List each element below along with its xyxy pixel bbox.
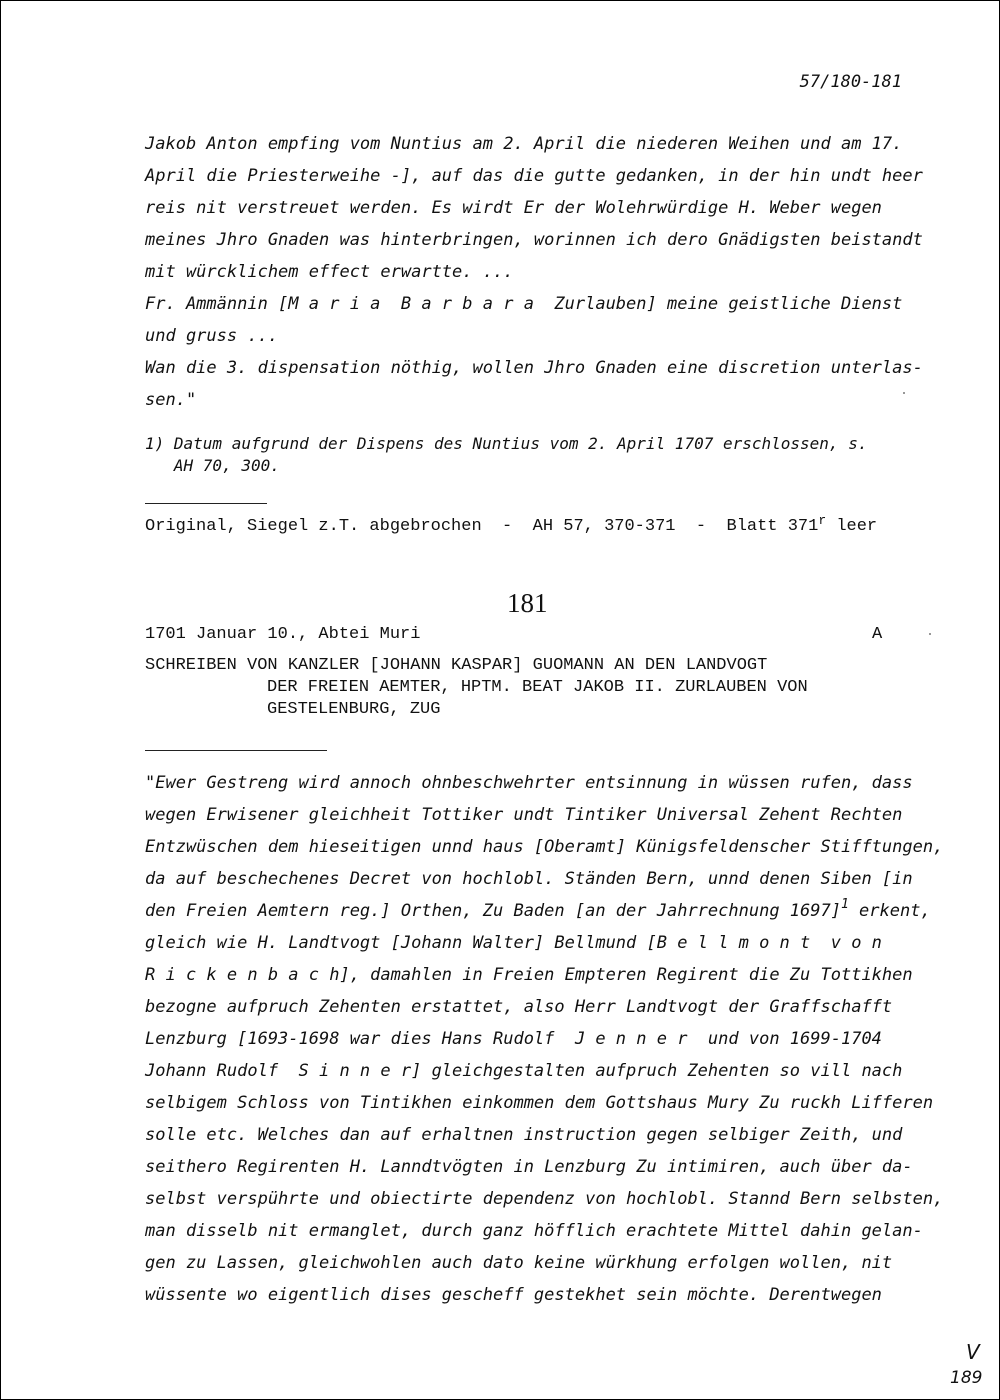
intro-line: Wan die 3. dispensation nöthig, wollen Jhro Gnaden eine discretion unterlas- <box>145 358 923 378</box>
body-line-tail: erkent, <box>848 901 931 921</box>
body-line-text: den Freien Aemtern reg.] Orthen, Zu Baden [an der Jahrrechnung 1697] <box>145 901 841 921</box>
heading-line: GESTELENBURG, ZUG <box>267 700 441 719</box>
intro-line: Fr. Ammännin [M a r i a B a r b a r a Zurlauben] meine geistliche Dienst <box>145 294 903 314</box>
intro-line: reis nit verstreuet werden. Es wirdt Er der Wolehrwürdige H. Weber wegen <box>145 198 882 218</box>
heading-line: SCHREIBEN VON KANZLER [JOHANN KASPAR] GUOMANN AN DEN LANDVOGT <box>145 656 768 675</box>
footnote-line: 1) Datum aufgrund der Dispens des Nuntius vom 2. April 1707 erschlossen, s. <box>145 434 868 453</box>
intro-line: und gruss ... <box>145 326 279 346</box>
separator-rule <box>145 503 267 504</box>
scan-speck <box>929 633 931 635</box>
body-line: solle etc. Welches dan auf erhaltnen instruction gegen selbiger Zeith, und <box>145 1125 903 1145</box>
body-line: gleich wie H. Landtvogt [Johann Walter] Bellmund [B e l l m o n t v o n <box>145 933 882 953</box>
footnote-ref: 1 <box>840 897 849 912</box>
original-note <box>145 513 878 537</box>
body-line: da auf beschechenes Decret von hochlobl. Ständen Bern, unnd denen Siben [in <box>145 869 913 889</box>
intro-line: Jakob Anton empfing vom Nuntius am 2. April die niederen Weihen und am 17. <box>145 134 903 154</box>
date-place: 1701 Januar 10., Abtei Muri <box>145 625 421 644</box>
body-line: selbigem Schloss von Tintikhen einkommen dem Gottshaus Mury Zu ruckh Lifferen <box>145 1093 934 1113</box>
original-note-main: Original, Siegel z.T. abgebrochen - AH 57, 370-371 - Blatt 371 <box>145 517 819 536</box>
handwritten-check-mark: V <box>966 1340 980 1364</box>
body-line: wüssente wo eigentlich dises gescheff gestekhet sein möchte. Derentwegen <box>145 1285 882 1305</box>
intro-line: April die Priesterweihe -], auf das die gutte gedanken, in der hin undt heer <box>145 166 923 186</box>
separator-rule <box>145 750 327 751</box>
body-line: bezogne aufpruch Zehenten erstattet, also Herr Landtvogt der Graffschafft <box>145 997 893 1017</box>
body-line: Lenzburg [1693-1698 war dies Hans Rudolf J e n n e r und von 1699-1704 <box>145 1029 882 1049</box>
body-line: R i c k e n b a c h], damahlen in Freien Empteren Regirent die Zu Tottikhen <box>145 965 913 985</box>
footnote-line: AH 70, 300. <box>145 456 280 475</box>
body-line: gen zu Lassen, gleichwohlen auch dato keine würkhung erfolgen wollen, nit <box>145 1253 893 1273</box>
letter-type: A <box>872 625 883 644</box>
original-note-tail: leer <box>826 517 878 536</box>
intro-line: mit würcklichem effect erwartte. ... <box>145 262 514 282</box>
body-line: Johann Rudolf S i n n e r] gleichgestalten aufpruch Zehenten so vill nach <box>145 1061 903 1081</box>
body-line: wegen Erwisener gleichheit Tottiker undt Tintiker Universal Zehent Rechten <box>145 805 903 825</box>
page-number: 57/180-181 <box>799 72 902 92</box>
body-line <box>145 897 931 921</box>
original-note-sup: r <box>818 513 827 528</box>
body-line: man disselb nit ermanglet, durch ganz höfflich erachtete Mittel dahin gelan- <box>145 1221 923 1241</box>
handwritten-folio-number: 189 <box>950 1368 983 1388</box>
heading-line: DER FREIEN AEMTER, HPTM. BEAT JAKOB II. ZURLAUBEN VON <box>267 678 808 697</box>
body-line: seithero Regirenten H. Lanndtvögten in Lenzburg Zu intimiren, auch über da- <box>145 1157 913 1177</box>
intro-line: meines Jhro Gnaden was hinterbringen, worinnen ich dero Gnädigsten beistandt <box>145 230 923 250</box>
scan-speck <box>903 392 905 394</box>
body-line: selbst verspührte und obiectirte dependenz von hochlobl. Stannd Bern selbsten, <box>145 1189 944 1209</box>
body-line: Entzwüschen dem hieseitigen unnd haus [Oberamt] Künigsfeldenscher Stifftungen, <box>145 837 944 857</box>
body-line: "Ewer Gestreng wird annoch ohnbeschwehrter entsinnung in wüssen rufen, dass <box>145 773 913 793</box>
intro-line: sen." <box>145 390 197 410</box>
document-number: 181 <box>507 588 548 618</box>
